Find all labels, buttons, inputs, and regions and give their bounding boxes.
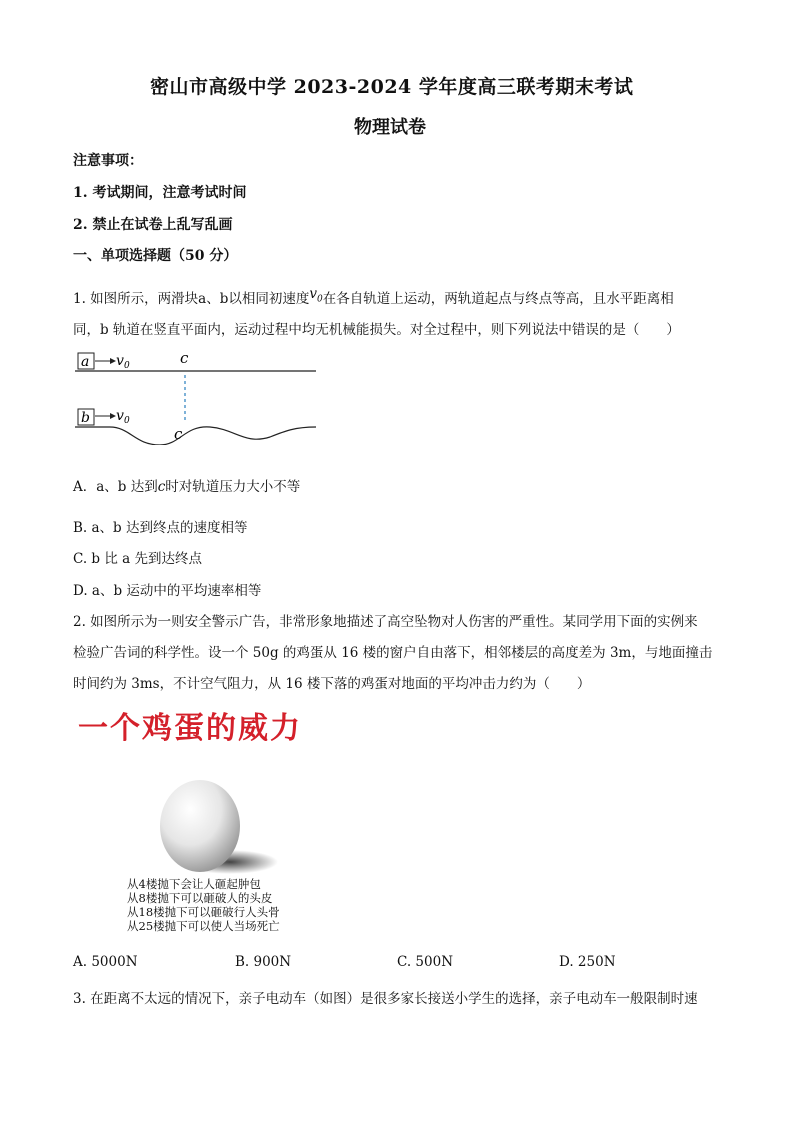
egg-caption-line-3: 从18楼抛下可以砸破行人头骨 (127, 905, 280, 919)
q2-option-b: B. 900N (235, 954, 292, 970)
egg-caption (127, 877, 280, 933)
q3-line1: 3. 在距离不太远的情况下，亲子电动车（如图）是很多家长接送小学生的选择，亲子电动车一般限制时速 (73, 991, 698, 1007)
egg-shape (160, 780, 240, 872)
notice-item-1: 1. 考试期间，注意考试时间 (73, 185, 247, 201)
section-heading: 一、单项选择题（50 分） (73, 248, 238, 264)
q1-option-d: D. a、b 运动中的平均速率相等 (73, 583, 262, 599)
label-v0-b: v (116, 408, 124, 424)
q1-line2: 同，b 轨道在竖直平面内，运动过程中均无机械能损失。对全过程中，则下列说法中错误的是（ ） (73, 322, 680, 338)
q2-option-a: A. 5000N (73, 954, 138, 970)
label-v0-a-sub: 0 (124, 361, 130, 371)
q1-line1-a: 1. 如图所示，两滑块a、b以相同初速度 (73, 291, 310, 307)
notice-item-2: 2. 禁止在试卷上乱写乱画 (73, 217, 233, 233)
label-c-top: c (180, 349, 189, 367)
notice-heading: 注意事项： (73, 153, 143, 169)
egg-caption-line-4: 从25楼抛下可以使人当场死亡 (127, 919, 280, 933)
label-a: a (81, 354, 90, 370)
q1-option-a-pre: A．a、b 达到 (73, 479, 158, 495)
q2-line2: 检验广告词的科学性。设一个 50g 的鸡蛋从 16 楼的窗户自由落下，相邻楼层的高度差为 3m，与地面撞击 (73, 645, 713, 661)
q1-option-a-post: 时对轨道压力大小不等 (165, 479, 301, 495)
q2-line1: 2. 如图所示为一则安全警示广告，非常形象地描述了高空坠物对人伤害的严重性。某同学用下面的实例来 (73, 614, 698, 630)
track-b-curve (75, 427, 316, 445)
q1-option-c: C. b 比 a 先到达终点 (73, 551, 202, 567)
q1-v0-symbol (309, 286, 323, 305)
exam-title: 密山市高级中学 2023-2024 学年度高三联考期末考试 (150, 76, 634, 98)
q1-line1 (73, 287, 674, 310)
egg-illustration (140, 770, 280, 880)
q1-option-b: B. a、b 达到终点的速度相等 (73, 520, 248, 536)
q2-option-c: C. 500N (397, 954, 454, 970)
exam-subtitle: 物理试卷 (354, 117, 426, 138)
label-v0-b-sub: 0 (124, 416, 130, 426)
q1-option-a-var: c (157, 479, 166, 495)
q1-line1-b: 在各自轨道上运动，两轨道起点与终点等高，且水平距离相 (322, 291, 674, 307)
egg-caption-line-2: 从8楼抛下可以砸破人的头皮 (127, 891, 273, 905)
label-c-bottom: c (174, 425, 183, 443)
q2-option-d: D. 250N (559, 954, 616, 970)
egg-caption-line-1: 从4楼抛下会让人砸起肿包 (127, 877, 261, 891)
q1-option-a (73, 475, 300, 495)
q2-line3: 时间约为 3ms，不计空气阻力，从 16 楼下落的鸡蛋对地面的平均冲击力约为（ ） (73, 676, 591, 692)
label-b: b (81, 410, 90, 426)
q1-v0-v: v (309, 286, 318, 302)
q1-track-figure (70, 345, 330, 445)
q1-v0-sub: 0 (317, 294, 323, 305)
label-v0-a: v (116, 353, 124, 369)
egg-banner-title: 一个鸡蛋的威力 (78, 711, 302, 746)
